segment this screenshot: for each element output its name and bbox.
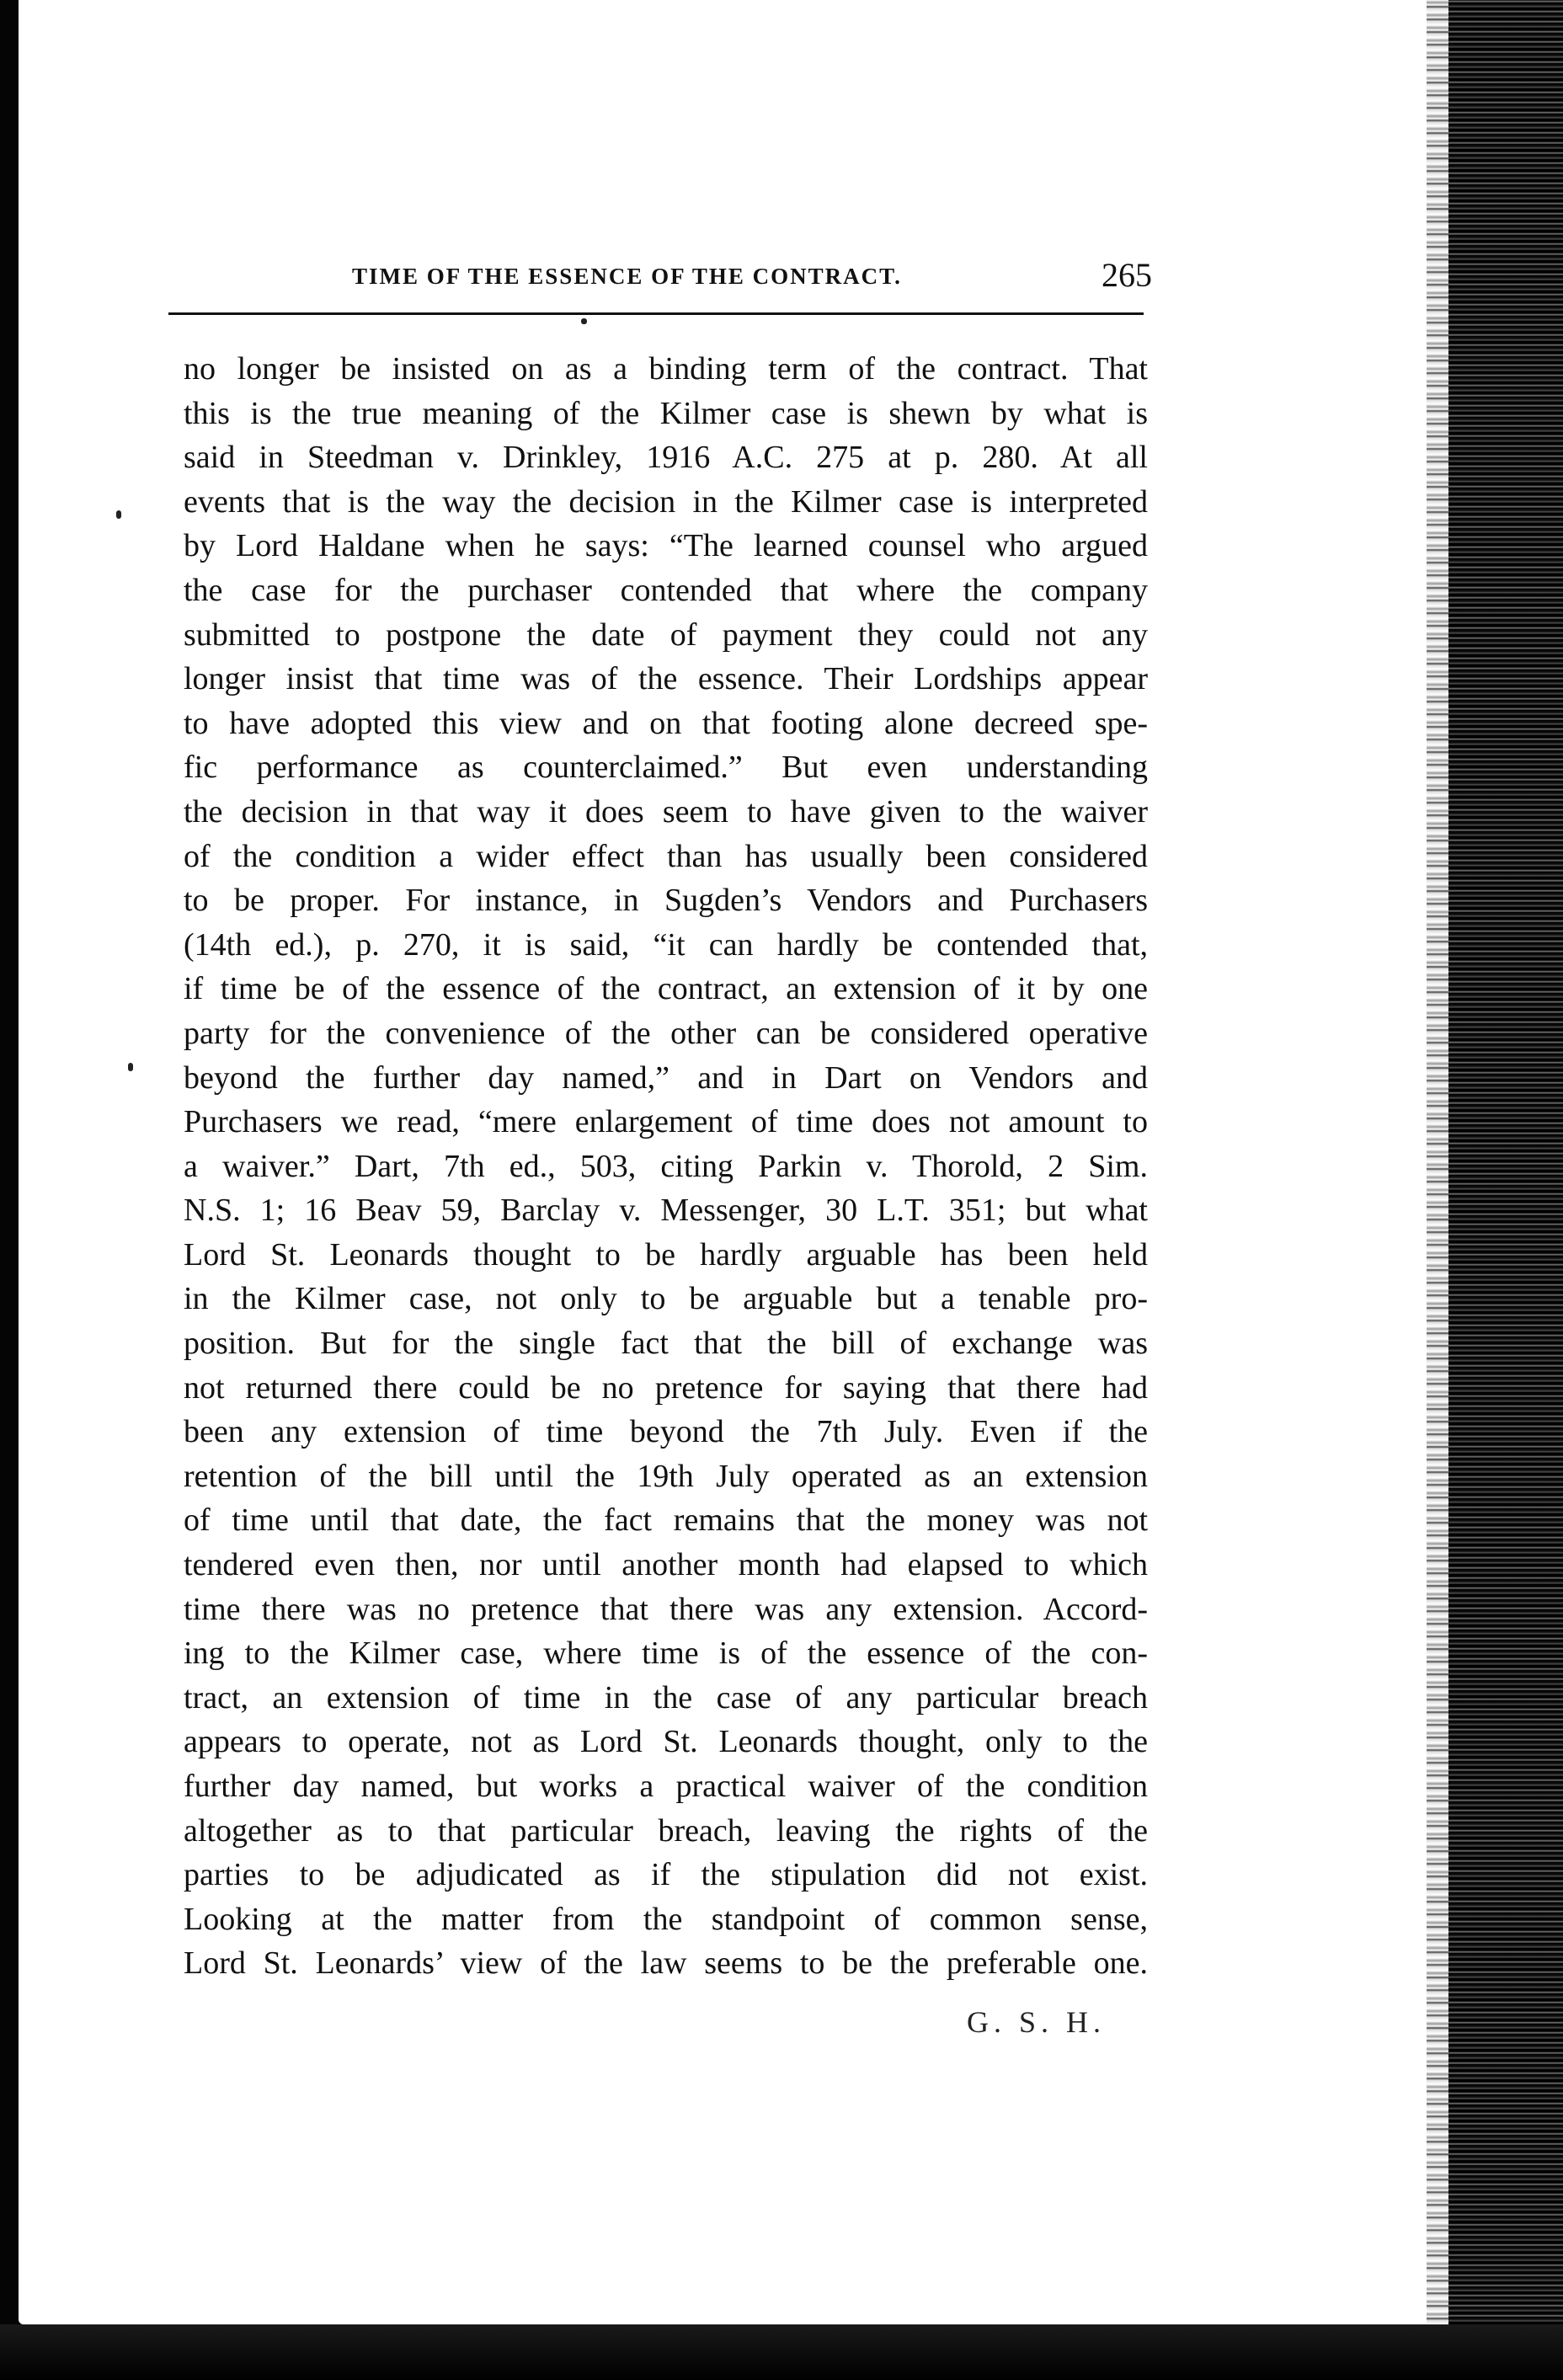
body-line: to be proper. For instance, in Sugden’s Vendors and Purchasers [184,883,1148,919]
running-head: TIME OF THE ESSENCE OF THE CONTRACT. [352,264,902,289]
page-gutter-edge [1427,0,1448,2324]
body-line: said in Steedman v. Drinkley, 1916 A.C. 275 at p. 280. At all [184,440,1148,476]
body-line: tract, an extension of time in the case of any particular breach [184,1679,1148,1716]
author-initials: G. S. H. [967,2005,1107,2039]
margin-speck [128,1063,133,1071]
page-header [352,255,1152,306]
body-line: Lord St. Leonards thought to be hardly arguable has been held [184,1236,1148,1273]
body-line: of time until that date, the fact remains that the money was not [184,1502,1148,1539]
body-line: parties to be adjudicated as if the stipulation did not exist. [184,1857,1148,1893]
body-line: to have adopted this view and on that footing alone decreed spe- [184,705,1148,741]
body-line: (14th ed.), p. 270, it is said, “it can hardly be contended that, [184,926,1148,963]
body-line: by Lord Haldane when he says: “The learned counsel who argued [184,528,1148,564]
body-line: tendered even then, nor until another month had elapsed to which [184,1547,1148,1583]
body-line: Looking at the matter from the standpoint of common sense, [184,1901,1148,1937]
margin-speck [581,318,587,324]
body-line: appears to operate, not as Lord St. Leonards thought, only to the [184,1724,1148,1760]
body-line: beyond the further day named,” and in Dart on Vendors and [184,1059,1148,1096]
body-line: been any extension of time beyond the 7th July. Even if the [184,1414,1148,1450]
body-line: longer insist that time was of the essence. Their Lordships appear [184,661,1148,697]
body-line: time there was no pretence that there was any extension. Accord- [184,1591,1148,1627]
margin-speck [116,510,121,519]
page-number: 265 [1102,256,1152,294]
body-line: the case for the purchaser contended that where the company [184,572,1148,608]
body-line: position. But for the single fact that the bill of exchange was [184,1326,1148,1362]
body-line: Lord St. Leonards’ view of the law seems to be the preferable one. [184,1945,1148,1982]
body-line: this is the true meaning of the Kilmer case is shewn by what is [184,395,1148,431]
body-line: fic performance as counterclaimed.” But even understanding [184,750,1148,786]
scan-left-border [0,0,19,2380]
scan-bottom-border [0,2324,1563,2380]
body-text [184,347,1148,1986]
body-line: altogether as to that particular breach, leaving the rights of the [184,1812,1148,1849]
body-line: N.S. 1; 16 Beav 59, Barclay v. Messenger, 30 L.T. 351; but what [184,1193,1148,1229]
body-line: ing to the Kilmer case, where time is of the essence of the con- [184,1636,1148,1672]
body-line: submitted to postpone the date of payment they could not any [184,616,1148,653]
body-line: retention of the bill until the 19th July operated as an extension [184,1458,1148,1494]
body-line: the decision in that way it does seem to have given to the waiver [184,793,1148,830]
header-rule [168,312,1144,315]
body-line: further day named, but works a practical waiver of the condition [184,1769,1148,1804]
body-line: Purchasers we read, “mere enlargement of time does not amount to [184,1104,1148,1140]
body-line: not returned there could be no pretence for saying that there had [184,1369,1148,1406]
body-line: if time be of the essence of the contract, an extension of it by one [184,971,1148,1007]
body-line: in the Kilmer case, not only to be arguable but a tenable pro- [184,1281,1148,1317]
body-line: events that is the way the decision in the Kilmer case is interpreted [184,483,1148,520]
body-line: of the condition a wider effect than has usually been considered [184,838,1148,874]
body-line: a waiver.” Dart, 7th ed., 503, citing Parkin v. Thorold, 2 Sim. [184,1148,1148,1184]
body-line: no longer be insisted on as a binding term of the contract. That [184,351,1148,387]
body-line: party for the convenience of the other can be considered operative [184,1015,1148,1051]
